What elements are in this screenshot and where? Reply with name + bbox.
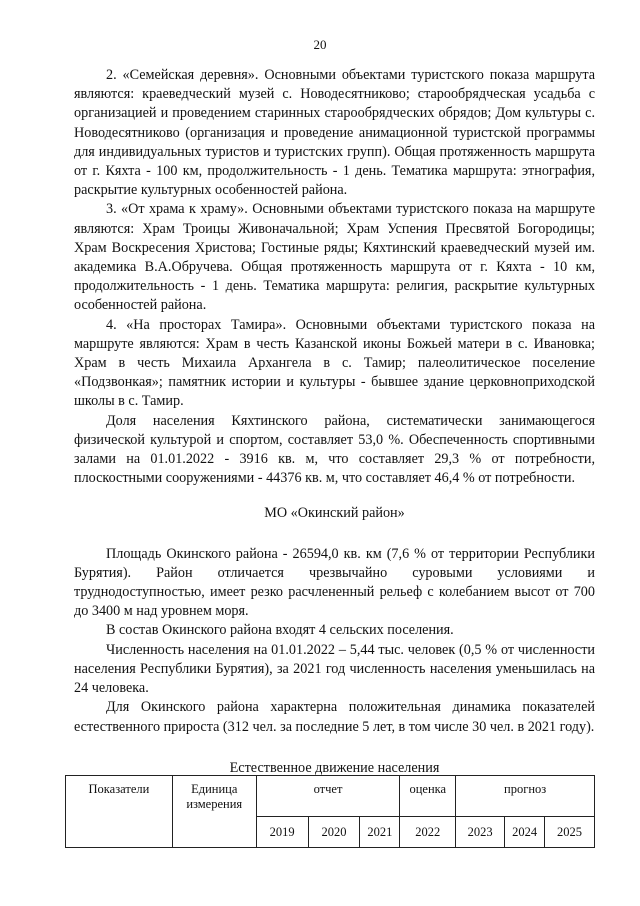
document-body xyxy=(74,66,595,795)
header-forecast: прогноз xyxy=(456,776,595,817)
header-estimate: оценка xyxy=(400,776,456,817)
paragraph-growth: Для Окинского района характерна положительная динамика показателей естественного прироста (312 чел. за последние 5 лет, в том числе 30 чел. в 2021 году). xyxy=(74,699,595,735)
year-cell: 2019 xyxy=(256,817,308,848)
header-report: отчет xyxy=(256,776,400,817)
paragraph-sport: Доля населения Кяхтинского района, систематически занимающегося физической культурой и спортом, составляет 53,0 %. Обеспеченность спортивными залами на 01.01.2022 - 3916 кв. м, что составляет 29,3 % от потребности, плоскостными сооружениями - 44376 кв. м, что составляет 46,4 % от потребности. xyxy=(74,412,595,487)
year-cell: 2023 xyxy=(456,817,505,848)
year-cell: 2024 xyxy=(505,817,545,848)
paragraph-area: Площадь Окинского района - 26594,0 кв. км (7,6 % от территории Республики Бурятия). Район отличается чрезвычайно суровыми условиями и труднодоступностью, имеет резко расчлененный рельеф с колебанием высот от 700 до 3400 м над уровнем моря. xyxy=(74,545,595,620)
paragraph-route-2: 2. «Семейская деревня». Основными объектами туристского показа маршрута являются: краеведческий музей с. Новодесятниково; старообрядческая усадьба с организацией и проведением старинных старообрядческих обрядов; Дом культуры с. Новодесятниково (организация и проведение анимационной туристской программы для индивидуальных туристов и туристских групп). Общая протяженность маршрута от г. Кяхта - 100 км, продолжительность - 1 день. Тематика маршрута: этнография, раскрытие культурных особенностей района. xyxy=(74,67,595,199)
year-cell: 2022 xyxy=(400,817,456,848)
table-header-row xyxy=(66,776,595,817)
paragraph-population: Численность населения на 01.01.2022 – 5,44 тыс. человек (0,5 % от численности населения Республики Бурятия), за 2021 год численность населения уменьшилась на 24 человека. xyxy=(74,641,595,697)
header-unit: Единица измерения xyxy=(172,776,256,848)
paragraph-route-4: 4. «На просторах Тамира». Основными объектами туристского показа на маршруте являются: Храм в честь Казанской иконы Божьей матери в с. Ивановка; Храм в честь Михаила Архангела в с. Тамир; палеолитическое поселение «Подзвонкая»; памятник истории и культуры - бывшее здание церковноприходской школы в с. Тамир. xyxy=(74,316,595,410)
population-table xyxy=(65,775,595,848)
paragraph-route-3: 3. «От храма к храму». Основными объектами туристского показа на маршруте являются: Храм Троицы Живоначальной; Храм Успения Пресвятой Богородицы; Храм Воскресения Христова; Гостиные ряды; Кяхтинский краеведческий музей им. академика В.А.Обручева. Общая протяженность маршрута от г. Кяхта - 10 км, продолжительность - 1 день. Тематика маршрута: религия, раскрытие культурных особенностей района. xyxy=(74,201,595,314)
year-cell: 2020 xyxy=(308,817,360,848)
header-indicators: Показатели xyxy=(66,776,173,848)
year-cell: 2025 xyxy=(545,817,595,848)
year-cell: 2021 xyxy=(360,817,400,848)
table-title: Естественное движение населения xyxy=(229,759,440,776)
section-title: МО «Окинский район» xyxy=(264,505,405,522)
paragraph-settlements: В состав Окинского района входят 4 сельских поселения. xyxy=(106,622,454,639)
page-number: 20 xyxy=(313,37,327,52)
